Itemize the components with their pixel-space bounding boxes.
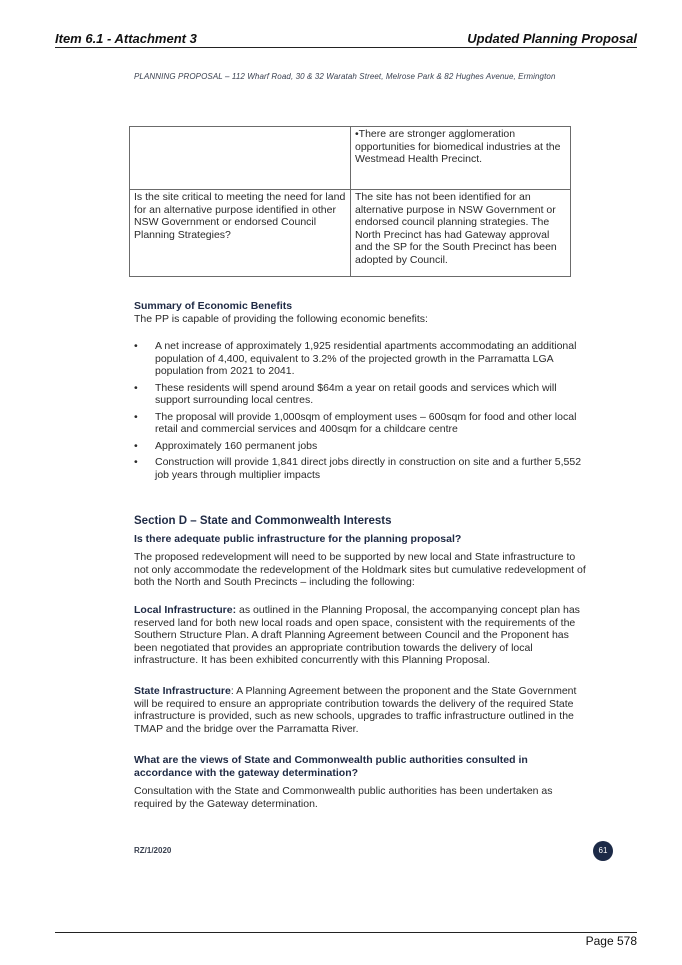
bullet-icon: • [134, 340, 138, 352]
reference-number: RZ/1/2020 [134, 846, 172, 855]
list-item: • A net increase of approximately 1,925 residential apartments accommodating an additional population of 4,400, equivalent to 3.2% of the projected growth in the Parramatta LGA population from 2021 to 2041. [134, 340, 577, 377]
document-subtitle: PLANNING PROPOSAL – 112 Wharf Road, 30 & 32 Waratah Street, Melrose Park & 82 Hughes Avenue, Ermington [134, 72, 556, 81]
economic-benefits-heading: Summary of Economic Benefits [134, 300, 293, 312]
table-row [130, 190, 571, 277]
section-d-heading: Section D – State and Commonwealth Interests [134, 515, 392, 527]
list-item: • Approximately 160 permanent jobs [134, 439, 318, 452]
list-item: • These residents will spend around $64m a year on retail goods and services which will support surrounding local centres. [134, 381, 557, 406]
economic-benefits-intro: The PP is capable of providing the following economic benefits: [134, 313, 428, 325]
bullet-icon: • [134, 410, 138, 423]
header-divider [55, 47, 637, 48]
list-item: • Construction will provide 1,841 direct jobs directly in construction on site and a further 5,552 job years through multiplier impacts [134, 456, 582, 481]
bullet-icon: • [134, 439, 138, 452]
header-attachment-label: Item 6.1 - Attachment 3 [55, 31, 197, 46]
assessment-table [129, 126, 571, 277]
paragraph-consultation: Consultation with the State and Commonwealth public authorities has been undertaken as required by the Gateway determination. [134, 785, 553, 810]
table-cell: •There are stronger agglomeration opportunities for biomedical industries at the Westmead Health Precinct. [351, 127, 571, 190]
paragraph-redevelopment: The proposed redevelopment will need to be supported by new local and State infrastructure to not only accommodate the redevelopment of the Holdmark sites but cumulative redevelopment of both the North and South Precincts – including the following: [134, 551, 586, 588]
question-infrastructure: Is there adequate public infrastructure for the planning proposal? [134, 533, 462, 545]
list-item: • The proposal will provide 1,000sqm of employment uses – 600sqm for food and other local retail and commercial services and 400sqm for a childcare centre [134, 410, 577, 435]
page-number: Page 578 [585, 934, 637, 948]
table-cell: Is the site critical to meeting the need for land for an alternative purpose identified in other NSW Government or endorsed Council Planning Strategies? [130, 190, 351, 277]
bullet-icon: • [134, 381, 138, 394]
table-cell [130, 127, 351, 190]
paragraph-local-infrastructure: Local Infrastructure: as outlined in the Planning Proposal, the accompanying concept plan has reserved land for both new local roads and open space, consistent with the requirements of the Southern Structure Plan. A draft Planning Agreement between Council and the Proponent has been negotiated that provides an appropriate contribution towards the delivery of local infrastructure. It has been exhibited concurrently with this Planning Proposal. [134, 604, 580, 666]
paragraph-state-infrastructure: State Infrastructure: A Planning Agreement between the proponent and the State Government will be required to ensure an appropriate contribution towards the delivery of the required State infrastructure is provided, such as new schools, upgrades to traffic infrastructure outlined in the TMAP and the bridge over the Parramatta River. [134, 685, 577, 735]
document-page-badge: 61 [593, 841, 613, 861]
footer-divider [55, 932, 637, 933]
table-cell: The site has not been identified for an alternative purpose in NSW Government or endorsed council planning strategies. The North Precinct has had Gateway approval and the SP for the South Precinct has been adopted by Council. [351, 190, 571, 277]
table-row [130, 127, 571, 190]
local-infrastructure-label: Local Infrastructure: [134, 604, 237, 616]
question-authorities-views: What are the views of State and Commonwealth public authorities consulted in accordance with the gateway determination? [134, 754, 528, 779]
state-infrastructure-label: State Infrastructure [134, 685, 231, 697]
header-document-title: Updated Planning Proposal [467, 31, 637, 46]
bullet-icon: • [134, 456, 138, 468]
economic-benefits-list [134, 340, 584, 485]
